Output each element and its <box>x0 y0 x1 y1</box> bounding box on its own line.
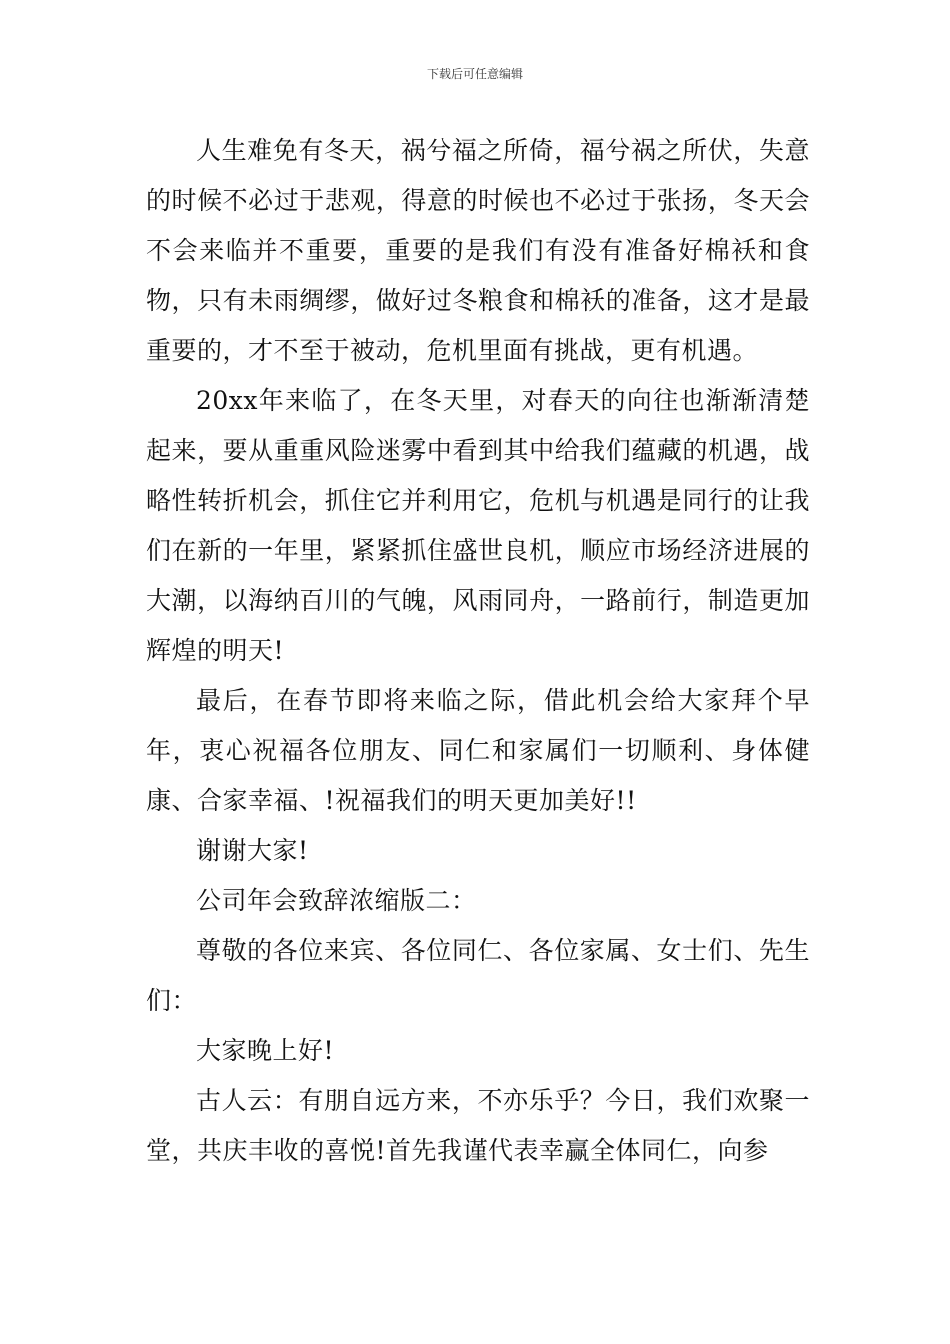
paragraph-salutation: 尊敬的各位来宾、各位同仁、各位家属、女士们、先生们： <box>146 936 810 1015</box>
paragraph-opening-quote: 古人云：有朋自远方来，不亦乐乎？今日，我们欢聚一堂，共庆丰收的喜悦!首先我谨代表幸赢全体同仁，向参 <box>146 1086 810 1165</box>
paragraph-thanks: 谢谢大家! <box>196 836 309 865</box>
paragraph-greeting: 大家晚上好! <box>196 1036 335 1065</box>
paragraph-closing-wishes: 最后，在春节即将来临之际，借此机会给大家拜个早年，衷心祝福各位朋友、同仁和家属们一切顺利、身体健康、合家幸福、!祝福我们的明天更加美好!! <box>146 686 810 815</box>
page-header-note: 下载后可任意编辑 <box>426 67 523 81</box>
document-body <box>146 126 810 1176</box>
section-heading-speech-two: 公司年会致辞浓缩版二： <box>196 886 477 915</box>
paragraph-winter-reflection: 人生难免有冬天，祸兮福之所倚，福兮祸之所伏，失意的时候不必过于悲观，得意的时候也不必过于张扬，冬天会不会来临并不重要，重要的是我们有没有准备好棉袄和食物，只有未雨绸缪，做好过冬粮食和棉袄的准备，这才是最重要的，才不至于被动，危机里面有挑战，更有机遇。 <box>146 136 810 365</box>
paragraph-new-year-opportunity: 20xx年来临了，在冬天里，对春天的向往也渐渐清楚起来，要从重重风险迷雾中看到其中给我们蕴藏的机遇，战略性转折机会，抓住它并利用它，危机与机遇是同行的让我们在新的一年里，紧紧抓住盛世良机，顺应市场经济进展的大潮，以海纳百川的气魄，风雨同舟，一路前行，制造更加辉煌的明天! <box>146 386 810 665</box>
